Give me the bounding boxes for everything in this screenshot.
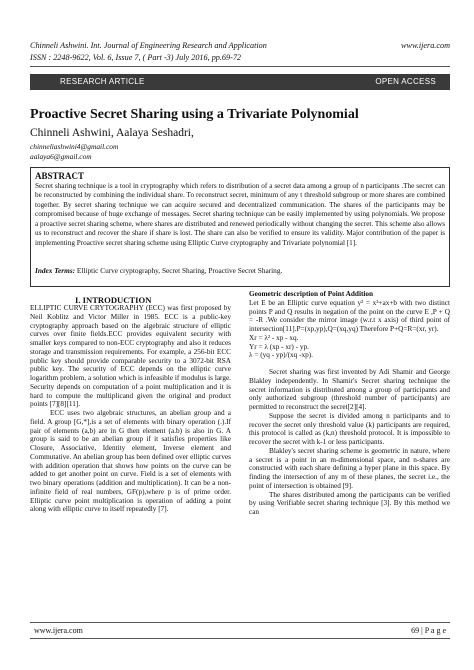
formula-lambda: λ = (yq - yp)/(xq -xp).: [249, 351, 313, 360]
author-emails: [30, 142, 118, 162]
geometric-heading: Geometric description of Point Addition: [249, 290, 374, 298]
formula-yr: Yr = λ (xp - xr) - yp.: [249, 342, 309, 351]
secret-sharing-paragraph-2: Suppose the secret is divided among n participants and to recover the secret only threshold value (k) participants are required, this protocol is called as (k,n) threshold protocol. It is impossible to recover the secret with k-1 or less participants.: [249, 411, 450, 446]
journal-website[interactable]: www.ijera.com: [401, 41, 450, 50]
index-terms-text: Elliptic Curve cryptography, Secret Sharing, Proactive Secret Sharing.: [75, 266, 283, 275]
footer-divider-bottom: [30, 638, 450, 639]
intro-paragraph-2: ECC uses two algebraic structures, an abelian group and a field. A group [G,*],is a set of elements with binary operation (.).If pair of elements (a,b) are in G then element (a.b) is also in G. A group is said to be an abelian group if it satisfies properties like Closure, Associative, Identity element, Inverse element and Commutative. An abelian group has been defined over elliptic curves with addition operation that shows how points on the curve can be added to get another point on curve. Field is a set of elements with two binary operations (addition and multiplication). It can be a non-infinite field of real numbers, GF(p),where p is of prime order. Elliptic curve point multiplication is operation of adding a point along with elliptic curve to itself repeatedly [7].: [30, 409, 231, 514]
secret-sharing-paragraph-3: Blakley's secret sharing scheme is geometric in nature, where a secret is a point in an m-dimensional space, and n-shares are constructed with each share defining a hyper plane in this space. By finding the intersection of any m of these planes, the secret i.e., the point of intersection is obtained [9].: [249, 446, 450, 490]
author-names: Chinneli Ashwini, Aalaya Seshadri,: [30, 127, 194, 139]
issn-line: ISSN : 2248-9622, Vol. 6, Issue 7, ( Part -3) July 2016, pp.69-72: [30, 53, 242, 62]
header-divider: [30, 66, 450, 67]
geometric-text: Let E be an Elliptic curve equation y² = x³+ax+b with two distinct points P and Q results in negation of the point on the curve E ,P + Q = -R .We consider the mirror image (w.r.t x axis) of third point of intersection[11].P=(xp,yp),Q=(xq,yq) Therefore P+Q=R=(xr, yr).: [249, 298, 450, 333]
open-access-label: OPEN ACCESS: [375, 77, 436, 86]
research-article-label: RESEARCH ARTICLE: [60, 77, 145, 86]
footer-divider-top: [30, 622, 450, 623]
index-terms: [35, 266, 445, 276]
intro-paragraph-1: ELLIPTIC CURVE CRYTOGRAPHY (ECC) was first proposed by Neil Koblitz and Victor Miller in 1985. ECC is a public-key cryptography approach based on the algebraic structure of elliptic curves over finite fields.ECC provides equivalent security with smaller keys compared to non-ECC cryptography and also it reduces storage and transmission requirements. For example, a 256-bit ECC public key should provide comparable security to a 3072-bit RSA public key. The security of ECC depends on the elliptic curve logarithm problem, a solution which is infeasible if modulus is large. Security depends on computation of a point multiplication and it is hard to compute the multiplicand given the original and product points [7][8][11].: [30, 304, 231, 409]
abstract-text: Secret sharing technique is a tool in cryptography which refers to distribution of a secret data among a group of n participants .The secret can be reconstructed by combining the individual share. To reconstruct secret, minimum of any t threshold subgroup or more shares are combined together. By secret sharing technique we can acquire secured and decentralized communication. The shares of the participants may be compromised because of huge exchange of messages. Secret sharing technique can be easily implemented by using polynomials. We propose a proactive secret sharing scheme, where shares are distributed and renewed periodically without changing the secret. This scheme also allows us to reconstruct and recover the share if share is lost. The share can also be verified to ensure its validity. Major contribution of the paper is implementing Proactive secret sharing scheme using Elliptic Curve cryptography and Trivariate polynomial [1].: [35, 182, 445, 247]
right-column: [249, 290, 450, 517]
secret-sharing-paragraph-4: The shares distributed among the participants can be verified by using Verifiable secret sharing technique [3]. By this method we can: [249, 490, 450, 516]
email-2[interactable]: aalaya6@gmail.com: [30, 152, 92, 161]
article-type-banner: [30, 74, 450, 90]
section-heading-introduction: I. INTRODUCTION: [75, 295, 152, 305]
paper-title: Proactive Secret Sharing using a Trivariate Polynomial: [30, 107, 359, 122]
index-terms-label: Index Terms:: [35, 266, 76, 275]
left-column: [30, 304, 231, 514]
abstract-box: [30, 167, 450, 287]
abstract-heading: ABSTRACT: [35, 171, 85, 181]
footer-website[interactable]: www.ijera.com: [34, 626, 83, 635]
page-number: 69 | P a g e: [411, 626, 446, 635]
secret-sharing-paragraph-1: Secret sharing was first invented by Adi Shamir and George Blakley independently. In Shamir's Secret sharing technique the secret information is distributed among a group of participants and only authorized subgroup (threshold number of participants) are permitted to reconstruct the secret[2][4].: [249, 368, 450, 411]
email-1[interactable]: chinneliashwini4@gmail.com: [30, 142, 119, 151]
formula-xr: Xr = λ² - xp - xq.: [249, 333, 299, 342]
page-footer: [30, 624, 450, 638]
journal-name: Chinneli Ashwini. Int. Journal of Engineering Research and Application: [30, 41, 267, 50]
